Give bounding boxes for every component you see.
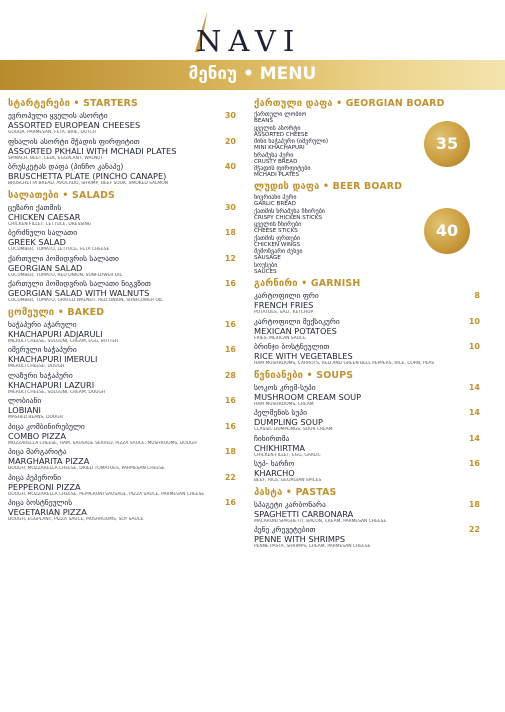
item-name-ka: კარტოფილი ფრი	[254, 291, 319, 300]
item-desc: CUCUMBER, TOMATO, RED ONION, SUNFLOWER OIL	[8, 272, 122, 278]
section-title-garnish: გარნირი • GARNISH	[254, 278, 361, 289]
section-title-starters: სტარტერები • STARTERS	[8, 98, 139, 109]
item-name-ka: კარტოფილი მექსიკური	[254, 316, 340, 326]
board-item-en: GARLIC BREAD	[254, 201, 296, 207]
board-item-en: CRUSTY BREAD	[254, 158, 298, 165]
board-item-ka: ქათმის ხრაშუნა ჩხირები	[254, 207, 325, 215]
item-name-ka: ბერძნული სალათი	[8, 228, 78, 237]
board-price-badge: 40	[424, 208, 470, 254]
item-name-en: KHACHAPURI LAZURI	[8, 379, 95, 390]
item-name-en: CHIKHIRTMA	[254, 442, 305, 453]
price: 16	[224, 279, 236, 288]
item-desc: CUCUMBER, TOMATO, GRATED WALNUT, RED ONION, SUNFLOWER OIL	[8, 298, 163, 303]
menu-item	[254, 291, 480, 317]
item-desc: GOUDA, PARMESAN, FETA, BRIE, DUTCH	[8, 130, 96, 135]
menu-item	[254, 500, 480, 526]
item-name-ka: იმერული ხაჭაპური	[8, 345, 77, 354]
board-item-en: SAUCES	[254, 268, 277, 275]
price: 14	[468, 433, 480, 443]
board-item-ka: ქათმის ფრთები	[254, 234, 300, 242]
item-desc: SPINACH, BEET, LEEK, EGGPLANT, WALNUT	[8, 155, 104, 161]
section-title-pastas: პასტა • PASTAS	[254, 486, 337, 498]
board-item-ka: მინი ხაჭაპური (იმერული)	[254, 138, 329, 146]
item-desc: DOUGH, EGGPLANT, PIZZA SAUCE, MUSHROOMS, SOY SAUCE	[8, 517, 144, 522]
item-desc: HAM MUSHROOMS, CREAM	[254, 401, 314, 407]
item-desc: BEEF, RICE, GEORGIAN SPICES	[254, 478, 322, 483]
menu-item	[254, 408, 480, 434]
price: 12	[224, 253, 236, 263]
item-desc: IMERULI CHEESE, SULGUNI, CREAM, EGG, BUTTER	[8, 338, 119, 344]
item-name-en: ASSORTED PKHALI WITH MCHADI PLATES	[8, 145, 177, 156]
price: 14	[468, 382, 480, 392]
item-name-ka: პენე კრევეტებით	[254, 525, 316, 534]
price: 16	[224, 498, 236, 507]
item-desc: FRIES, MEXICAN SAUCE	[254, 335, 306, 341]
item-name-en: MEXICAN POTATOES	[254, 325, 337, 336]
georgian-board	[254, 111, 480, 179]
left-column	[8, 96, 236, 524]
price: 40	[224, 162, 236, 171]
item-name-en: GEORGIAN SALAD	[8, 262, 83, 273]
section-title-soups: წვნიანები • SOUPS	[254, 369, 354, 381]
item-name-ka: ქართული პომიდვრის სალათი ნიგვზით	[8, 279, 151, 288]
item-name-ka: სპაგეტი კარბონარა	[254, 499, 326, 509]
item-name-en: CHICKEN CAESAR	[8, 211, 81, 222]
right-column	[254, 96, 480, 551]
item-name-en: KHACHAPURI IMERULI	[8, 354, 98, 364]
beer-board	[254, 194, 480, 275]
price: 20	[224, 136, 236, 146]
item-name-ka: პიცა მარგარიტა	[8, 447, 67, 456]
item-desc: POTATOES, SALT, KETCHUP	[254, 310, 314, 315]
menu-item	[254, 434, 480, 460]
item-desc: CLASSIC DUMPLINGS, SOUR CREAM	[254, 427, 333, 432]
board-item-en: BEANS	[254, 118, 273, 124]
item-desc: CUCUMBER, TOMATO, LETTUCE, FETA CHEESE	[8, 247, 110, 252]
menu-item	[8, 473, 236, 499]
item-name-ka: სოკოს კრემ-სუპი	[254, 382, 316, 392]
section-title-georgian-board: ქართული დაფა • GEORGIAN BOARD	[254, 98, 445, 109]
price: 14	[468, 408, 480, 417]
item-name-en: MARGHARITA PIZZA	[8, 456, 90, 466]
menu-item	[254, 525, 480, 551]
section-title-beer-board: ლუდის დაფა • BEER BOARD	[254, 181, 403, 192]
menu-item	[8, 228, 236, 254]
price: 28	[224, 370, 236, 380]
price: 10	[468, 342, 480, 351]
price: 18	[224, 228, 236, 237]
item-name-ka: სუპ- ხარჩო	[254, 459, 295, 468]
menu-item	[254, 317, 480, 343]
item-desc: BRUSCHETTA BREAD, AVOCADO, SHRIMP, BEEF SOUK, SMOKED SALMON	[8, 181, 168, 186]
item-desc: MACARONI SPAGHETTI, BACON, CREAM, PARMESAN CHEESE	[254, 518, 387, 524]
item-name-ka: პიცა კომბინირებული	[8, 421, 85, 431]
board-item-ka: ნივრიანი პური	[254, 194, 297, 201]
item-name-ka: ლაზური ხაჭაპური	[8, 370, 73, 380]
menu-item	[8, 111, 236, 137]
menu-item	[8, 137, 236, 163]
menu-item	[8, 203, 236, 229]
item-name-ka: ქართული პომიდვრის სალათი	[8, 253, 119, 263]
item-name-en: GREEK SALAD	[8, 237, 66, 247]
item-desc: DOUGH, MOZZARELLA CHEESE, PEPPERONI SAUSAGE, PIZZA SAUCE, PARMESAN CHEESE	[8, 491, 205, 497]
board-item-en: MCHADI PLATES	[254, 172, 300, 179]
menu-item	[8, 254, 236, 280]
menu-item	[8, 498, 236, 524]
board-item-en: SAUSAGE	[254, 255, 281, 262]
brand-name: NAVI	[196, 24, 302, 58]
board-price-badge: 35	[424, 121, 470, 167]
item-name-en: PEPPERONI PIZZA	[8, 481, 81, 492]
item-name-en: PENNE WITH SHRIMPS	[254, 534, 346, 544]
item-name-en: FRENCH FRIES	[254, 300, 314, 310]
item-name-en: VEGETARIAN PIZZA	[8, 507, 87, 517]
price: 16	[224, 345, 236, 354]
price: 16	[468, 459, 480, 468]
menu-item	[8, 422, 236, 448]
item-name-ka: ბრუსკეტას დაფა (პინჩო კანაპე)	[8, 162, 124, 171]
price: 16	[224, 319, 236, 329]
item-name-ka: ევროპული ყველის ასორტი	[8, 111, 108, 120]
item-name-en: COMBO PIZZA	[8, 430, 66, 441]
price: 18	[468, 499, 480, 509]
item-name-ka: ცეზარი ქათმის	[8, 202, 62, 212]
item-desc: IMERULI CHEESE, SULGUNI, CREAM, DOUGH	[8, 389, 106, 395]
item-name-ka: ფხალის ასორტი მჭადის ფირფიტით	[8, 136, 140, 146]
board-item-ka: ყველის ჩხირები	[254, 221, 302, 229]
price: 10	[468, 316, 480, 326]
price: 16	[224, 396, 236, 405]
item-name-ka: ლობიანი	[8, 396, 42, 405]
menu-item	[8, 447, 236, 473]
price: 16	[224, 421, 236, 431]
price: 30	[224, 111, 236, 120]
item-desc: MOZZARELLA CHEESE, HAM, SAUSAGE SERVED, PIZZA SAUCE, MUSHROOMS, DOUGH	[8, 440, 197, 446]
menu-item	[8, 162, 236, 188]
board-item-en: MINI KHACHAPURI	[254, 145, 305, 152]
price: 30	[224, 202, 236, 212]
item-name-ka: პიცა ბოსტნეულის	[8, 498, 73, 507]
item-name-en: DUMPLING SOUP	[254, 417, 323, 427]
item-name-en: BRUSCHETTA PLATE (PINCHO CANAPE)	[8, 171, 167, 181]
item-name-ka: პიცა პეპერონი	[8, 472, 62, 482]
price: 22	[468, 525, 480, 534]
menu-item	[8, 371, 236, 397]
menu-item	[8, 396, 236, 422]
section-title-baked: ცომეული • BAKED	[8, 306, 105, 318]
item-name-en: KHARCHO	[254, 468, 295, 478]
board-item-en: CHEESE STICKS	[254, 228, 298, 235]
board-item-ka: ხრაშუნა პური	[254, 151, 294, 159]
item-desc: HAM MUSHROOMS, CARROTS, RED AND GREEN BELL PEPPERS, RICE, CORN, PEAS	[254, 361, 435, 366]
item-desc: MASHED BEANS, DOUGH	[8, 415, 63, 420]
item-name-ka: ხაჭაპური აჭარული	[8, 319, 77, 329]
board-item-en: CRISPY CHICKEN STICKS	[254, 214, 323, 221]
item-name-en: KHACHAPURI ADJARULI	[8, 328, 103, 339]
item-desc: CHICKEN FILLET, LETTUCE, DRESSING	[8, 221, 92, 227]
board-item-ka: მჭადის ფირფიტები	[254, 165, 311, 173]
item-name-en: RICE WITH VEGETABLES	[254, 351, 353, 361]
board-item-ka: სოუსები	[254, 261, 278, 269]
board-item-ka: ყველის ასორტი	[254, 124, 301, 132]
price: 8	[474, 291, 480, 300]
menu-item	[254, 459, 480, 485]
menu-item	[254, 383, 480, 409]
price: 22	[224, 472, 236, 482]
board-item-ka: შემოწვარი ძეხვი	[254, 248, 303, 256]
board-item-ka: ქართული ლობიო	[254, 111, 307, 118]
menu-title: მენიუ • MENU	[188, 64, 317, 84]
item-desc: DOUGH, MOZZARELLA CHEESE, DRIED TOMATOES, PARMESAN CHEESE	[8, 466, 165, 471]
item-name-ka: ჩიხირთმა	[254, 433, 290, 443]
item-name-en: GEORGIAN SALAD WITH WALNUTS	[8, 288, 150, 298]
item-desc: PENNE PASTA, SHRIMPS, CREAM, PARMESAN CHEESE	[254, 544, 371, 549]
board-item-en: CHICKEN WINGS	[254, 241, 301, 248]
item-name-en: ASSORTED EUROPEAN CHEESES	[8, 120, 141, 130]
price: 18	[224, 447, 236, 456]
menu-item	[8, 345, 236, 371]
menu-item	[8, 279, 236, 305]
item-name-en: MUSHROOM CREAM SOUP	[254, 391, 362, 402]
item-name-en: SPAGHETTI CARBONARA	[254, 508, 354, 519]
menu-item	[8, 320, 236, 346]
item-desc: CHICKEN FILLET, EGG, GARLIC	[254, 452, 321, 458]
item-name-ka: პელმენის სუპი	[254, 408, 307, 417]
item-name-ka: ბრინჯი ბოსტნეულით	[254, 342, 330, 351]
board-item-en: ASSORTED CHEESE	[254, 131, 309, 138]
section-title-salads: სალათები • SALADS	[8, 189, 116, 201]
item-name-en: LOBIANI	[8, 405, 41, 415]
menu-item	[254, 342, 480, 368]
brand-logo	[0, 4, 505, 58]
menu-banner	[0, 60, 505, 90]
item-desc: IMERULI CHEESE, DOUGH	[8, 364, 65, 369]
